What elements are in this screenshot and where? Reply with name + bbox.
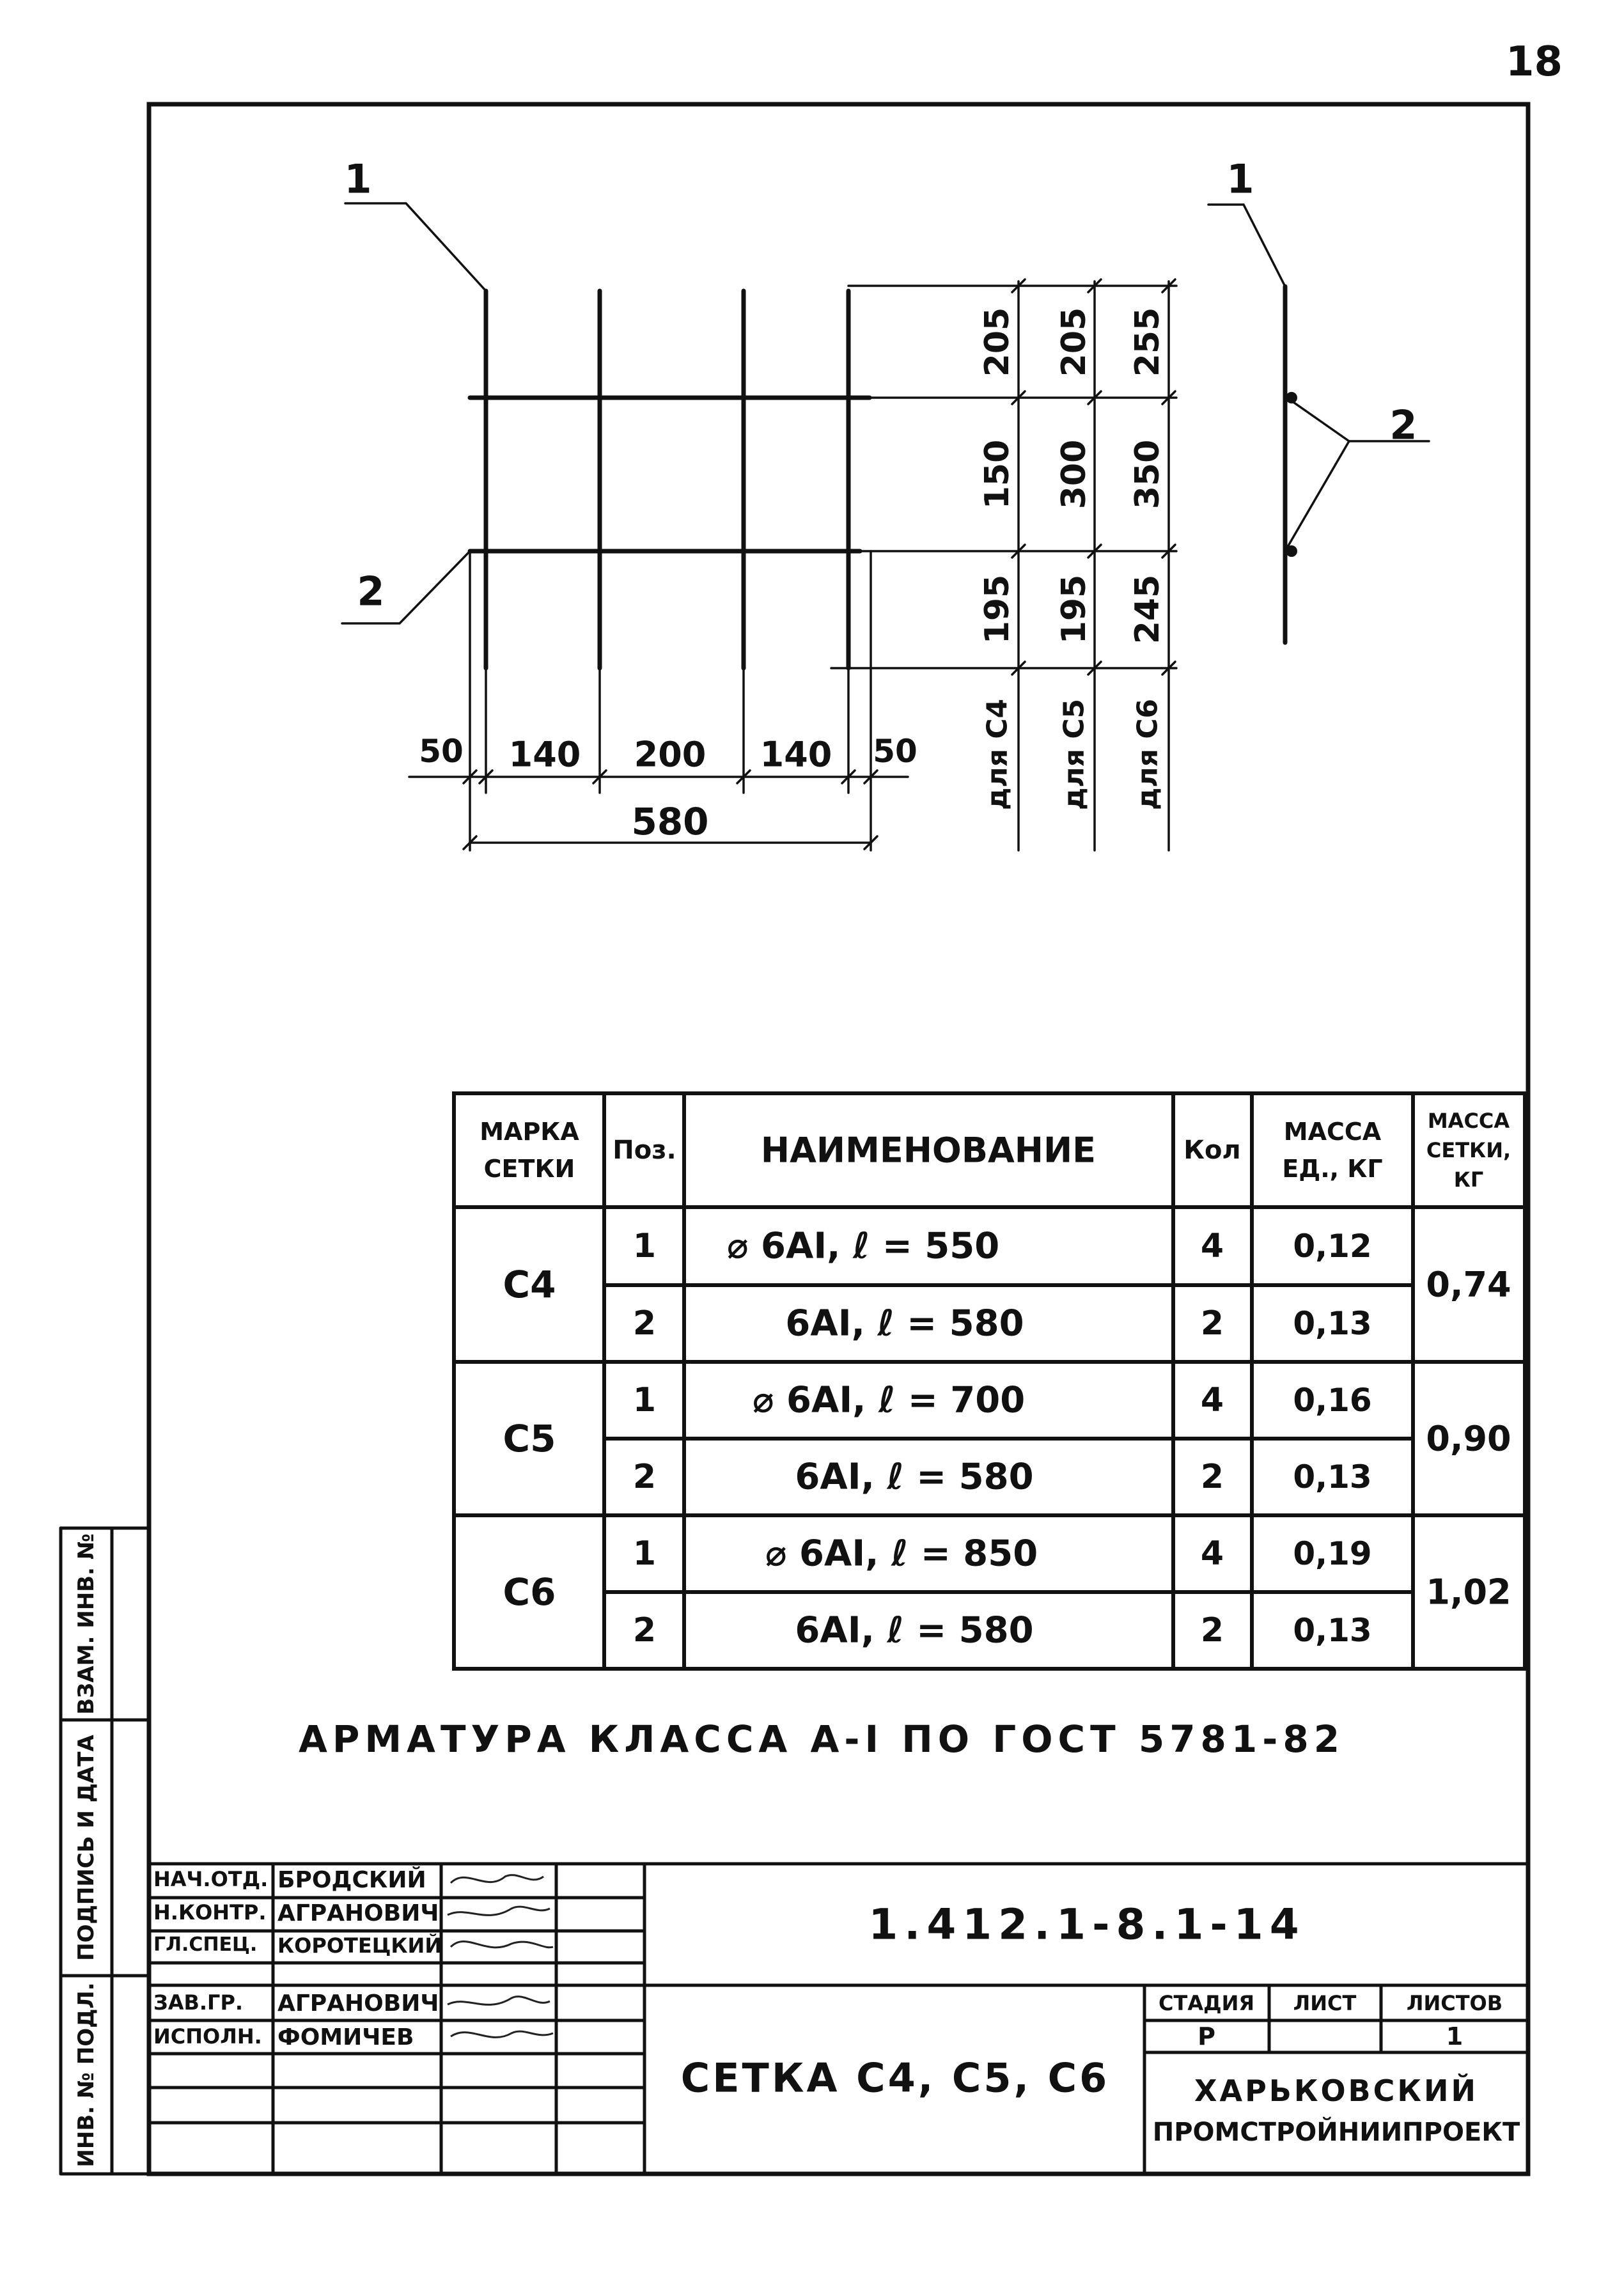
weld-point	[1286, 545, 1297, 557]
name-c5-2: 6AI, ℓ = 580	[795, 1456, 1034, 1498]
staff-name-3: АГРАНОВИЧ	[277, 1990, 439, 2017]
name-c6-2: 6AI, ℓ = 580	[795, 1609, 1034, 1652]
stage-label: СТАДИЯ	[1159, 1991, 1254, 2015]
dim-v-c5-205: 205	[1055, 307, 1093, 377]
mark-c4: С4	[503, 1263, 556, 1306]
doc-code: 1.412.1-8.1-14	[868, 1900, 1306, 1949]
unit-mass-c5-2: 0,13	[1293, 1458, 1372, 1496]
stage-value: Р	[1198, 2022, 1215, 2050]
mark-c5: С5	[503, 1417, 556, 1460]
header-qty: Кол	[1183, 1136, 1241, 1165]
qty-c4-2: 2	[1200, 1304, 1224, 1343]
page-number: 18	[1506, 38, 1563, 86]
dim-v-c6-255: 255	[1128, 307, 1167, 377]
header-net-mass: МАССА СЕТКИ, КГ	[1426, 1109, 1511, 1192]
unit-mass-c4-2: 0,13	[1293, 1305, 1372, 1342]
dim-h-50-right: 50	[873, 733, 917, 770]
pos-c6-2: 2	[632, 1611, 657, 1650]
reinforcement-note: АРМАТУРА КЛАССА A-I ПО ГОСТ 5781-82	[298, 1717, 1345, 1761]
label-for-c4: для С4	[981, 698, 1014, 811]
pos-c4-2: 2	[632, 1304, 657, 1343]
unit-mass-c4-1: 0,12	[1293, 1228, 1372, 1265]
sheet-label: ЛИСТ	[1293, 1991, 1357, 2015]
name-c5-1: ⌀ 6AI, ℓ = 700	[752, 1379, 1026, 1421]
staff-name-2: КОРОТЕЦКИЙ	[277, 1933, 442, 1958]
dim-h-140-left: 140	[508, 734, 581, 775]
signatures	[448, 1875, 553, 2038]
staff-role-1: Н.КОНТР.	[153, 1900, 267, 1925]
unit-mass-c5-1: 0,16	[1293, 1382, 1372, 1419]
dimension-lines	[342, 203, 1176, 850]
dim-v-c4-195: 195	[978, 574, 1017, 644]
name-c4-2: 6AI, ℓ = 580	[785, 1302, 1024, 1345]
side-stamp-podpis: ПОДПИСЬ И ДАТА	[74, 1735, 99, 1961]
callout-2-left: 2	[357, 568, 385, 615]
unit-mass-c6-2: 0,13	[1293, 1612, 1372, 1649]
mark-c6: С6	[503, 1570, 556, 1614]
dim-h-200: 200	[634, 734, 706, 775]
sheets-label: ЛИСТОВ	[1406, 1991, 1503, 2015]
callout-2-right: 2	[1389, 402, 1417, 449]
side-stamp-vzam: ВЗАМ. ИНВ. №	[74, 1533, 99, 1715]
callout-1-left: 1	[344, 155, 372, 203]
dim-v-c5-195: 195	[1055, 574, 1093, 644]
dim-v-c4-150: 150	[978, 439, 1017, 510]
qty-c5-1: 4	[1200, 1381, 1224, 1419]
staff-role-2: ГЛ.СПЕЦ.	[153, 1933, 258, 1956]
net-mass-c4: 0,74	[1426, 1264, 1511, 1305]
pos-c5-2: 2	[632, 1458, 657, 1496]
name-c6-1: ⌀ 6AI, ℓ = 850	[765, 1533, 1038, 1575]
unit-mass-c6-1: 0,19	[1293, 1535, 1372, 1572]
net-mass-c6: 1,02	[1426, 1572, 1511, 1613]
staff-name-0: БРОДСКИЙ	[277, 1867, 426, 1893]
label-for-c6: для С6	[1131, 698, 1164, 811]
dim-overall-580: 580	[631, 800, 709, 843]
name-c4-1: ⌀ 6AI, ℓ = 550	[726, 1225, 1000, 1267]
callout-1-right: 1	[1226, 155, 1254, 203]
org-line-2: ПРОМСТРОЙНИИПРОЕКТ	[1152, 2118, 1520, 2147]
drawing-title: СЕТКА С4, С5, С6	[680, 2054, 1110, 2102]
weld-point	[1286, 392, 1297, 403]
dim-v-c4-205: 205	[978, 307, 1017, 377]
qty-c4-1: 4	[1200, 1227, 1224, 1265]
dim-h-50-left: 50	[419, 733, 464, 770]
pos-c4-1: 1	[632, 1227, 657, 1265]
dim-v-c6-245: 245	[1128, 574, 1167, 644]
label-for-c5: для С5	[1058, 698, 1091, 811]
dim-h-140-right: 140	[760, 734, 832, 775]
org-line-1: ХАРЬКОВСКИЙ	[1194, 2073, 1478, 2108]
qty-c6-1: 4	[1200, 1535, 1224, 1573]
pos-c6-1: 1	[632, 1535, 657, 1573]
sheets-value: 1	[1446, 2022, 1464, 2050]
staff-name-1: АГРАНОВИЧ	[277, 1900, 439, 1926]
dim-v-c6-350: 350	[1128, 439, 1167, 510]
header-mark: МАРКА СЕТКИ	[480, 1118, 579, 1183]
staff-role-0: НАЧ.ОТД.	[153, 1867, 269, 1891]
qty-c5-2: 2	[1200, 1458, 1224, 1496]
staff-name-4: ФОМИЧЕВ	[277, 2024, 414, 2050]
header-unit-mass: МАССА ЕД., КГ	[1282, 1118, 1383, 1183]
pos-c5-1: 1	[632, 1381, 657, 1419]
staff-role-4: ИСПОЛН.	[153, 2024, 262, 2049]
staff-role-3: ЗАВ.ГР.	[153, 1990, 244, 2015]
header-name: НАИМЕНОВАНИЕ	[760, 1130, 1097, 1171]
net-mass-c5: 0,90	[1426, 1418, 1511, 1459]
dim-v-c5-300: 300	[1055, 439, 1093, 510]
side-stamp-inv: ИНВ. № ПОДЛ.	[74, 1982, 99, 2167]
header-pos: Поз.	[613, 1136, 676, 1165]
qty-c6-2: 2	[1200, 1611, 1224, 1650]
mesh-drawing	[470, 291, 870, 668]
